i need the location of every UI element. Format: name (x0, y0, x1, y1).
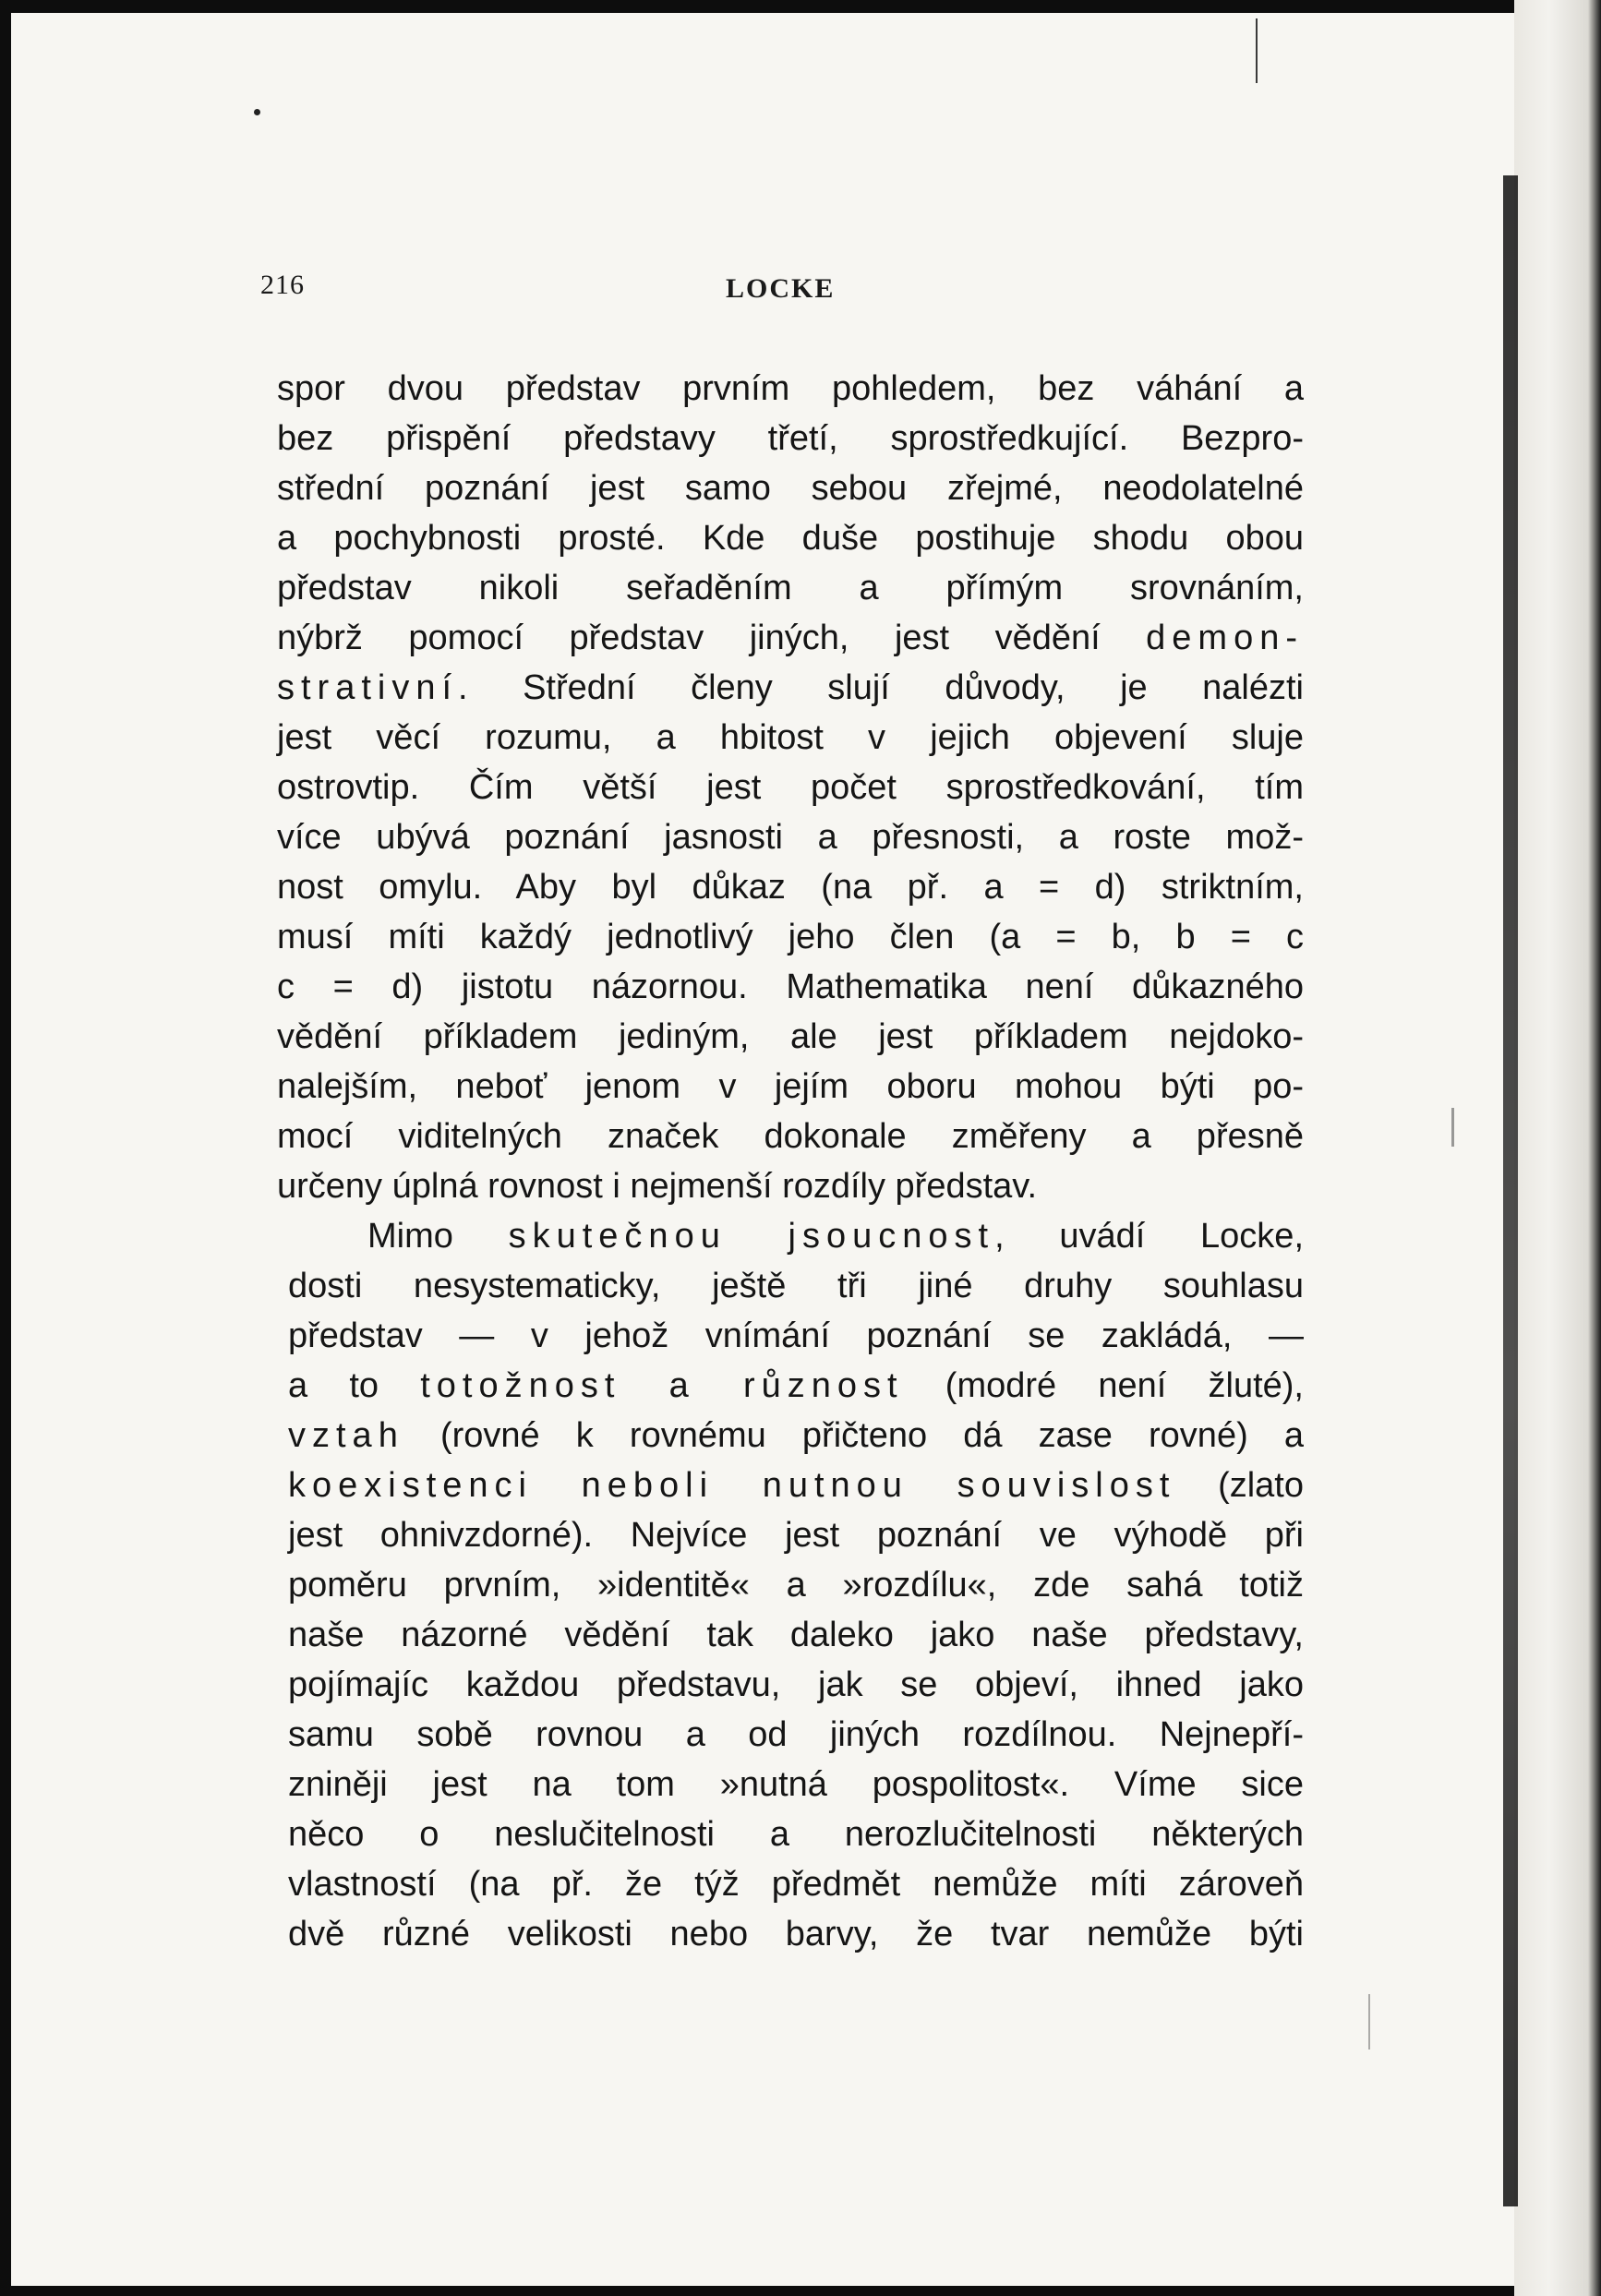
text-line: ostrovtip. Čím větší jest počet sprostředkování, tím (277, 768, 1304, 807)
text-line: a to totožnost a různost (modré není žluté), (288, 1366, 1304, 1405)
spaced-emphasis: totožnost a různost (420, 1366, 904, 1405)
text-line: představ nikoli seřaděním a přímým srovnáním, (277, 569, 1304, 607)
text-line: vědění příkladem jediným, ale jest příkladem nejdoko- (277, 1017, 1304, 1056)
binding-shadow (1503, 175, 1518, 2206)
body-text (277, 364, 1304, 1959)
text-line: vlastností (na př. že týž předmět nemůže míti zároveň (288, 1865, 1304, 1904)
spaced-emphasis: koexistenci neboli nutnou souvislost (288, 1466, 1176, 1505)
spaced-emphasis: demon- (1146, 619, 1304, 657)
spaced-emphasis: strativní (277, 668, 459, 707)
text-line: nost omylu. Aby byl důkaz (na př. a = d) striktním, (277, 868, 1304, 907)
text-line: samu sobě rovnou a od jiných rozdílnou. Nejnepří- (288, 1715, 1304, 1754)
scan-scratch (1256, 18, 1258, 83)
scan-scratch (1368, 1994, 1370, 2050)
text-line: c = d) jistotu názornou. Mathematika není důkazného (277, 968, 1304, 1006)
text-line: poměru prvním, »identitě« a »rozdílu«, zde sahá totiž (288, 1566, 1304, 1605)
text-line: více ubývá poznání jasnosti a přesnosti, a roste mož- (277, 818, 1304, 857)
scan-scratch (1451, 1108, 1454, 1147)
text-line: jest věcí rozumu, a hbitost v jejich objevení sluje (277, 718, 1304, 757)
text-line: musí míti každý jednotlivý jeho člen (a = b, b = c (277, 918, 1304, 956)
text-line: zniněji jest na tom »nutná pospolitost«. Víme sice (288, 1765, 1304, 1804)
text-line: vztah (rovné k rovnému přičteno dá zase rovné) a (288, 1416, 1304, 1455)
text-line: dosti nesystematicky, ještě tři jiné druhy souhlasu (288, 1267, 1304, 1305)
page-header (260, 270, 1045, 316)
text-line: strativní. Střední členy slují důvody, je nalézti (277, 668, 1304, 707)
text-line: koexistenci neboli nutnou souvislost (zlato (288, 1466, 1304, 1505)
text-line: mocí viditelných značek dokonale změřeny a přesně (277, 1117, 1304, 1156)
text-line: pojímajíc každou představu, jak se objeví, ihned jako (288, 1665, 1304, 1704)
text-line: naše názorné vědění tak daleko jako naše představy, (288, 1616, 1304, 1654)
text-line: dvě různé velikosti nebo barvy, že tvar nemůže býti (288, 1915, 1304, 1953)
spaced-emphasis: skutečnou jsoucnost (508, 1217, 995, 1256)
running-head: LOCKE (726, 273, 836, 304)
text-line: jest ohnivzdorné). Nejvíce jest poznání ve výhodě při (288, 1516, 1304, 1555)
text-line: představ — v jehož vnímání poznání se zakládá, — (288, 1316, 1304, 1355)
text-line: nýbrž pomocí představ jiných, jest vědění demon- (277, 619, 1304, 657)
text-line: nalejším, neboť jenom v jejím oboru mohou býti po- (277, 1067, 1304, 1106)
text-line: střední poznání jest samo sebou zřejmé, neodolatelné (277, 469, 1304, 508)
text-line: spor dvou představ prvním pohledem, bez váhání a (277, 369, 1304, 408)
dust-speck (254, 109, 260, 115)
spaced-emphasis: vztah (288, 1416, 404, 1455)
text-line: něco o neslučitelnosti a nerozlučitelnosti některých (288, 1815, 1304, 1854)
paragraph-start-line: Mimo skutečnou jsoucnost, uvádí Locke, (367, 1217, 1304, 1256)
page-number: 216 (260, 270, 305, 300)
text-line: určeny úplná rovnost i nejmenší rozdíly představ. (277, 1167, 1038, 1206)
text-line: a pochybnosti prosté. Kde duše postihuje shodu obou (277, 519, 1304, 558)
text-line: bez přispění představy třetí, sprostředkující. Bezpro- (277, 419, 1304, 458)
page-edge-strip (1514, 0, 1601, 2296)
